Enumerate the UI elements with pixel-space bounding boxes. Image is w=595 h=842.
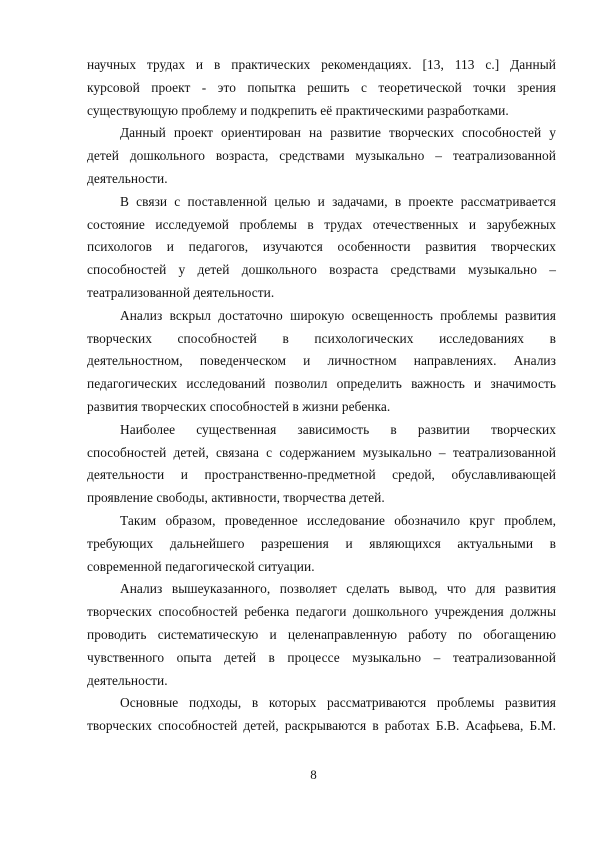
text-line: В связи с поставленной целью и задачами, в проекте рассматривается: [120, 193, 556, 209]
text-line: курсовой проект - это попытка решить с теоретической точки зрения: [87, 79, 556, 95]
text-line: педагогических исследований позволил определить важность и значимость: [87, 376, 556, 392]
text-line: деятельности и пространственно-предметной средой, обуславливающей: [87, 467, 556, 483]
text-line: способностей детей, связана с содержанием музыкально – театрализованной: [87, 444, 556, 460]
text-line: современной педагогической ситуации.: [87, 558, 315, 574]
text-line: требующих дальнейшего разрешения и являющихся актуальными в: [87, 535, 556, 551]
text-line: деятельности.: [87, 672, 168, 688]
text-line: существующую проблему и подкрепить её практическими разработками.: [87, 102, 509, 118]
text-line: научных трудах и в практических рекомендациях. [13, 113 с.] Данный: [87, 57, 556, 72]
text-line: Данный проект ориентирован на развитие творческих способностей у: [120, 125, 556, 141]
text-line: Основные подходы, в которых рассматриваются проблемы развития: [120, 695, 556, 711]
text-line: Наиболее существенная зависимость в развитии творческих: [120, 421, 556, 437]
text-line: чувственного опыта детей в процессе музыкально – театрализованной: [87, 649, 556, 665]
text-line: психологов и педагогов, изучаются особенности развития творческих: [87, 239, 556, 255]
text-line: состояние исследуемой проблемы в трудах отечественных и зарубежных: [87, 216, 556, 232]
text-line: творческих способностей в психологических исследованиях в: [87, 330, 556, 346]
text-line: способностей у детей дошкольного возраста средствами музыкально –: [87, 262, 556, 278]
text-line: развития творческих способностей в жизни ребенка.: [87, 398, 391, 414]
body-text: [87, 54, 556, 738]
text-line: Анализ вскрыл достаточно широкую освещенность проблемы развития: [120, 307, 556, 323]
text-line: творческих способностей детей, раскрываются в работах Б.В. Асафьева, Б.М.: [87, 718, 556, 734]
text-line: детей дошкольного возраста, средствами музыкально – театрализованной: [87, 148, 556, 164]
text-line: Анализ вышеуказанного, позволяет сделать вывод, что для развития: [120, 581, 556, 597]
text-line: проявление свободы, активности, творчества детей.: [87, 490, 385, 506]
text-line: Таким образом, проведенное исследование обозначило круг проблем,: [120, 512, 556, 528]
text-line: деятельности.: [87, 170, 168, 186]
text-line: деятельностном, поведенческом и личностном направлениях. Анализ: [87, 353, 556, 369]
text-line: театрализованной деятельности.: [87, 284, 275, 300]
text-line: проводить систематическую и целенаправленную работу по обогащению: [87, 626, 556, 642]
page-number: 8: [310, 767, 317, 782]
text-line: творческих способностей ребенка педагоги дошкольного учреждения должны: [87, 604, 556, 620]
